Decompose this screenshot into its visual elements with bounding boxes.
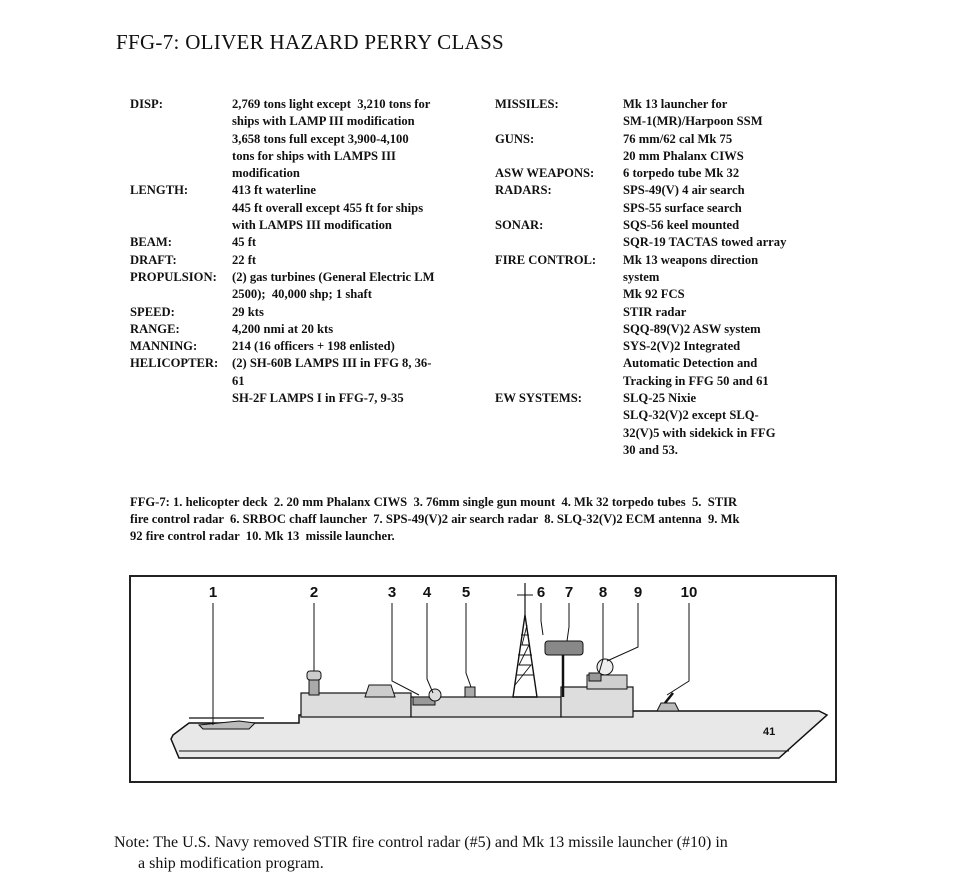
spec-row <box>130 182 470 234</box>
spec-row <box>130 338 470 355</box>
spec-label: EW SYSTEMS: <box>495 391 582 406</box>
spec-row <box>495 96 825 131</box>
spec-value: Mk 13 launcher for SM-1(MR)/Harpoon SSM <box>623 97 763 129</box>
spec-label: MANNING: <box>130 339 198 354</box>
spec-value: 4,200 nmi at 20 kts <box>232 321 334 336</box>
spec-row <box>130 234 470 251</box>
spec-label: DRAFT: <box>130 252 177 267</box>
spec-value: 6 torpedo tube Mk 32 <box>623 166 740 181</box>
callout-number: 9 <box>633 584 643 601</box>
specs-right-column <box>495 96 825 459</box>
spec-value: 45 ft <box>232 235 257 250</box>
spec-row <box>495 182 825 217</box>
spec-label: DISP: <box>130 97 163 111</box>
gun-mount-76mm <box>365 685 395 697</box>
footnote: Note: The U.S. Navy removed STIR fire control radar (#5) and Mk 13 missile launcher (#10) in a ship modification program. <box>114 834 728 872</box>
page-title: FFG-7: OLIVER HAZARD PERRY CLASS <box>116 30 505 54</box>
spec-row <box>130 96 470 182</box>
spec-label: RADARS: <box>495 183 552 198</box>
callout-number: 6 <box>536 584 546 601</box>
spec-row <box>495 252 825 390</box>
specs-left-column <box>130 96 470 407</box>
spec-value: (2) SH-60B LAMPS III in FFG 8, 36- 61 SH-2F LAMPS I in FFG-7, 9-35 <box>232 356 432 406</box>
spec-value: 2,769 tons light except 3,210 tons for ships with LAMP III modification 3,658 tons full except 3,900-4,100 tons for ships with LAMPS III modification <box>232 97 431 181</box>
callout-leader-line <box>427 603 433 693</box>
spec-value: 29 kts <box>232 304 264 319</box>
spec-value: (2) gas turbines (General Electric LM 2500); 40,000 shp; 1 shaft <box>232 269 435 302</box>
stir-radar <box>429 689 441 701</box>
spec-label: LENGTH: <box>130 183 189 198</box>
superstructure-fwd <box>561 687 633 717</box>
hull-number: 41 <box>763 726 776 738</box>
callout-number: 4 <box>422 584 432 601</box>
mk13-missile-launcher <box>657 703 679 711</box>
spec-label: BEAM: <box>130 235 172 250</box>
callout-leader-line <box>607 603 638 661</box>
callout-number: 5 <box>461 584 471 601</box>
helicopter <box>199 721 255 729</box>
sps-49-radar <box>545 641 583 655</box>
spec-row <box>495 217 825 252</box>
spec-label: GUNS: <box>495 131 535 146</box>
ecm-antenna <box>589 673 601 681</box>
spec-value: Mk 13 weapons direction system Mk 92 FCS STIR radar SQQ-89(V)2 ASW system SYS-2(V)2 Integrated Automatic Detection and Tracking in FFG 50 and 61 <box>623 252 769 388</box>
spec-row <box>130 252 470 269</box>
spec-label: FIRE CONTROL: <box>495 252 597 267</box>
spec-value: SLQ-25 Nixie SLQ-32(V)2 except SLQ- 32(V)5 with sidekick in FFG 30 and 53. <box>623 391 776 457</box>
callout-leader-line <box>667 603 689 695</box>
lattice-mast <box>513 615 537 697</box>
callout-number: 3 <box>387 584 397 601</box>
spec-value: SPS-49(V) 4 air search SPS-55 surface search <box>623 183 745 215</box>
callout-leader-line <box>392 603 419 695</box>
spec-row <box>495 131 825 166</box>
callout-number: 1 <box>208 584 218 601</box>
callout-leader-line <box>466 603 471 687</box>
ship-profile-diagram <box>129 575 835 781</box>
spec-row <box>130 355 470 407</box>
spec-label: SONAR: <box>495 218 544 233</box>
spec-row <box>130 269 470 304</box>
callout-leader-line <box>541 603 543 635</box>
spec-row <box>495 390 825 459</box>
callout-number: 2 <box>309 584 319 601</box>
spec-label: ASW WEAPONS: <box>495 166 595 181</box>
spec-label: MISSILES: <box>495 97 559 111</box>
spec-row <box>130 304 470 321</box>
spec-label: HELICOPTER: <box>130 356 219 371</box>
spec-label: SPEED: <box>130 304 175 319</box>
callout-leader-line <box>567 603 569 641</box>
spec-row <box>130 321 470 338</box>
diagram-caption: FFG-7: 1. helicopter deck 2. 20 mm Phalanx CIWS 3. 76mm single gun mount 4. Mk 32 torpedo tubes 5. STIR fire control radar 6. SRBOC chaff launcher 7. SPS-49(V)2 air search radar 8. SLQ-32(V)2 ECM antenna 9. Mk 92 fire control radar 10. Mk 13 missile launcher. <box>130 495 740 543</box>
spec-row <box>495 165 825 182</box>
spec-value: SQS-56 keel mounted SQR-19 TACTAS towed array <box>623 218 787 250</box>
spec-value: 214 (16 officers + 198 enlisted) <box>232 339 395 354</box>
chaff-launcher <box>465 687 475 697</box>
spec-value: 76 mm/62 cal Mk 75 20 mm Phalanx CIWS <box>623 131 744 163</box>
phalanx-ciws <box>309 679 319 695</box>
spec-label: PROPULSION: <box>130 269 217 284</box>
callout-number: 7 <box>564 584 574 601</box>
callout-number: 10 <box>680 584 698 601</box>
spec-value: 22 ft <box>232 252 257 267</box>
spec-value: 413 ft waterline 445 ft overall except 455 ft for ships with LAMPS III modification <box>232 183 424 233</box>
callout-number: 8 <box>598 584 608 601</box>
spec-label: RANGE: <box>130 321 180 336</box>
